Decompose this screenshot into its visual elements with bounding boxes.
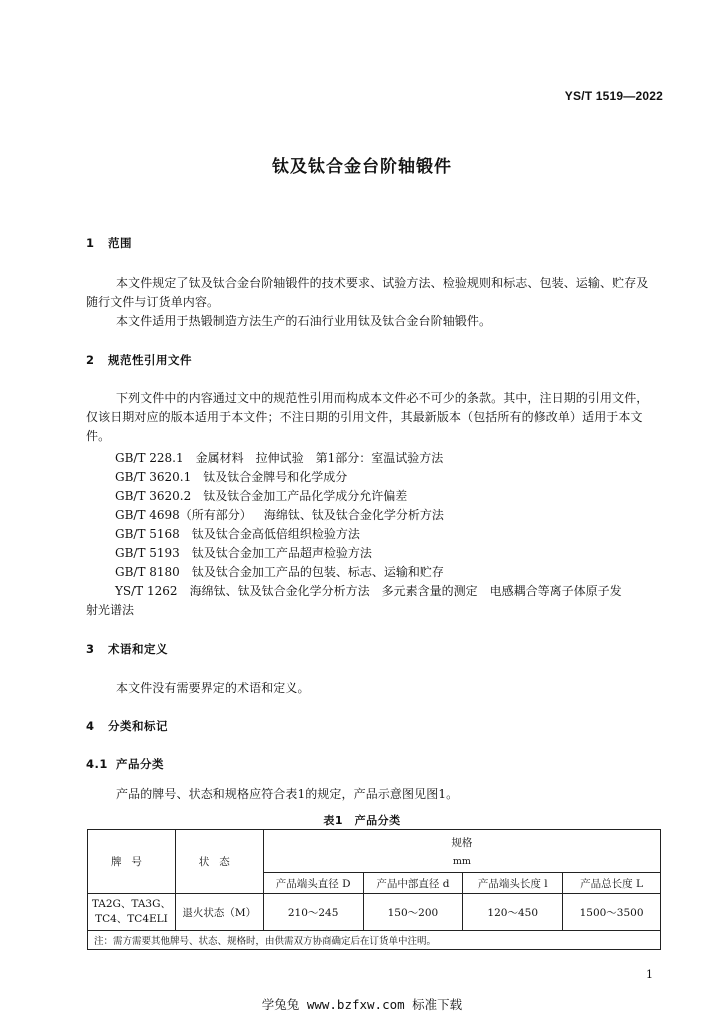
section-1-heading <box>86 235 132 251</box>
reference-code: GB/T 3620.2 <box>115 489 192 503</box>
header-total-length: 产品总长度 L <box>563 873 661 894</box>
section-4-paragraph-1 <box>86 785 660 804</box>
header-end-length: 产品端头长度 l <box>463 873 563 894</box>
header-grade: 牌号 <box>88 830 176 894</box>
section-title: 规范性引用文件 <box>108 353 192 367</box>
reference-title: 金属材料 拉伸试验 第1部分：室温试验方法 <box>195 451 444 465</box>
paragraph-text: 产品的牌号、状态和规格应符合表1的规定，产品示意图见图1。 <box>116 787 459 801</box>
standard-code: YS/T 1519—2022 <box>564 89 663 103</box>
watermark-text: 学兔兔 www.bzfxw.com 标准下载 <box>261 997 463 1012</box>
cell-grade: TA2G、TA3G、TC4、TC4ELI <box>88 894 176 931</box>
reference-item <box>115 468 347 485</box>
reference-item <box>115 449 443 466</box>
header-state: 状态 <box>175 830 263 894</box>
section-title: 术语和定义 <box>108 642 168 656</box>
reference-code: GB/T 8180 <box>115 565 180 579</box>
section-1-paragraph-1 <box>86 274 660 312</box>
section-number: 4 <box>86 719 95 733</box>
section-2-paragraph-1 <box>86 389 660 446</box>
reference-code: GB/T 228.1 <box>115 451 184 465</box>
reference-title: 钛及钛合金加工产品超声检验方法 <box>191 546 372 560</box>
section-number: 3 <box>86 642 95 656</box>
table-title: 表1 产品分类 <box>323 814 401 827</box>
reference-code: GB/T 4698（所有部分） <box>115 508 252 522</box>
header-middle-diameter: 产品中部直径 d <box>363 873 463 894</box>
reference-item <box>115 563 444 580</box>
reference-title: 钛及钛合金牌号和化学成分 <box>203 470 348 484</box>
reference-code: GB/T 5168 <box>115 527 180 541</box>
spec-label: 规格 <box>451 837 473 849</box>
reference-item <box>115 506 444 523</box>
cell-end-diameter: 210～245 <box>263 894 363 931</box>
section-1-paragraph-2 <box>86 312 660 331</box>
reference-item <box>115 487 407 504</box>
subsection-4-1-heading <box>86 756 164 772</box>
reference-item <box>115 525 360 542</box>
document-title: 钛及钛合金台阶轴锻件 <box>272 157 452 177</box>
section-3-heading <box>86 641 168 657</box>
table-note: 注：需方需要其他牌号、状态、规格时，由供需双方协商确定后在订货单中注明。 <box>88 931 661 950</box>
reference-code: GB/T 5193 <box>115 546 180 560</box>
cell-total-length: 1500～3500 <box>563 894 661 931</box>
cell-state: 退火状态（M） <box>175 894 263 931</box>
section-3-paragraph-1 <box>86 679 660 698</box>
reference-title: 钛及钛合金加工产品的包装、标志、运输和贮存 <box>191 565 444 579</box>
reference-title: 钛及钛合金加工产品化学成分允许偏差 <box>203 489 408 503</box>
cell-middle-diameter: 150～200 <box>363 894 463 931</box>
header-end-diameter: 产品端头直径 D <box>263 873 363 894</box>
subsection-number: 4.1 <box>86 757 108 771</box>
paragraph-text: 下列文件中的内容通过文中的规范性引用而构成本文件必不可少的条款。其中，注日期的引用文件，仅该日期对应的版本适用于本文件；不注日期的引用文件，其最新版本（包括所有的修改单）适用于本文件。 <box>86 391 649 443</box>
section-title: 分类和标记 <box>108 719 168 733</box>
reference-code: YS/T 1262 <box>115 584 178 598</box>
page-number: 1 <box>646 968 653 981</box>
reference-code: GB/T 3620.1 <box>115 470 192 484</box>
reference-title: 钛及钛合金高低倍组织检验方法 <box>191 527 360 541</box>
table-row <box>88 894 661 931</box>
section-number: 1 <box>86 236 95 250</box>
section-number: 2 <box>86 353 95 367</box>
section-4-heading <box>86 718 168 734</box>
reference-title: 海绵钛、钛及钛合金化学分析方法 多元素含量的测定 电感耦合等离子体原子发射光谱法 <box>86 584 622 617</box>
header-spec <box>263 830 660 873</box>
subsection-title: 产品分类 <box>116 757 164 771</box>
reference-item <box>115 544 372 561</box>
reference-item <box>86 582 631 620</box>
product-classification-table <box>87 829 661 950</box>
cell-end-length: 120～450 <box>463 894 563 931</box>
section-title: 范围 <box>108 236 132 250</box>
section-2-heading <box>86 352 192 368</box>
paragraph-text: 本文件没有需要界定的术语和定义。 <box>116 681 310 695</box>
paragraph-text: 本文件适用于热锻制造方法生产的石油行业用钛及钛合金台阶轴锻件。 <box>116 314 492 328</box>
paragraph-text: 本文件规定了钛及钛合金台阶轴锻件的技术要求、试验方法、检验规则和标志、包装、运输、贮存及随行文件与订货单内容。 <box>86 276 649 309</box>
spec-unit: mm <box>452 856 471 867</box>
reference-title: 海绵钛、钛及钛合金化学分析方法 <box>263 508 444 522</box>
